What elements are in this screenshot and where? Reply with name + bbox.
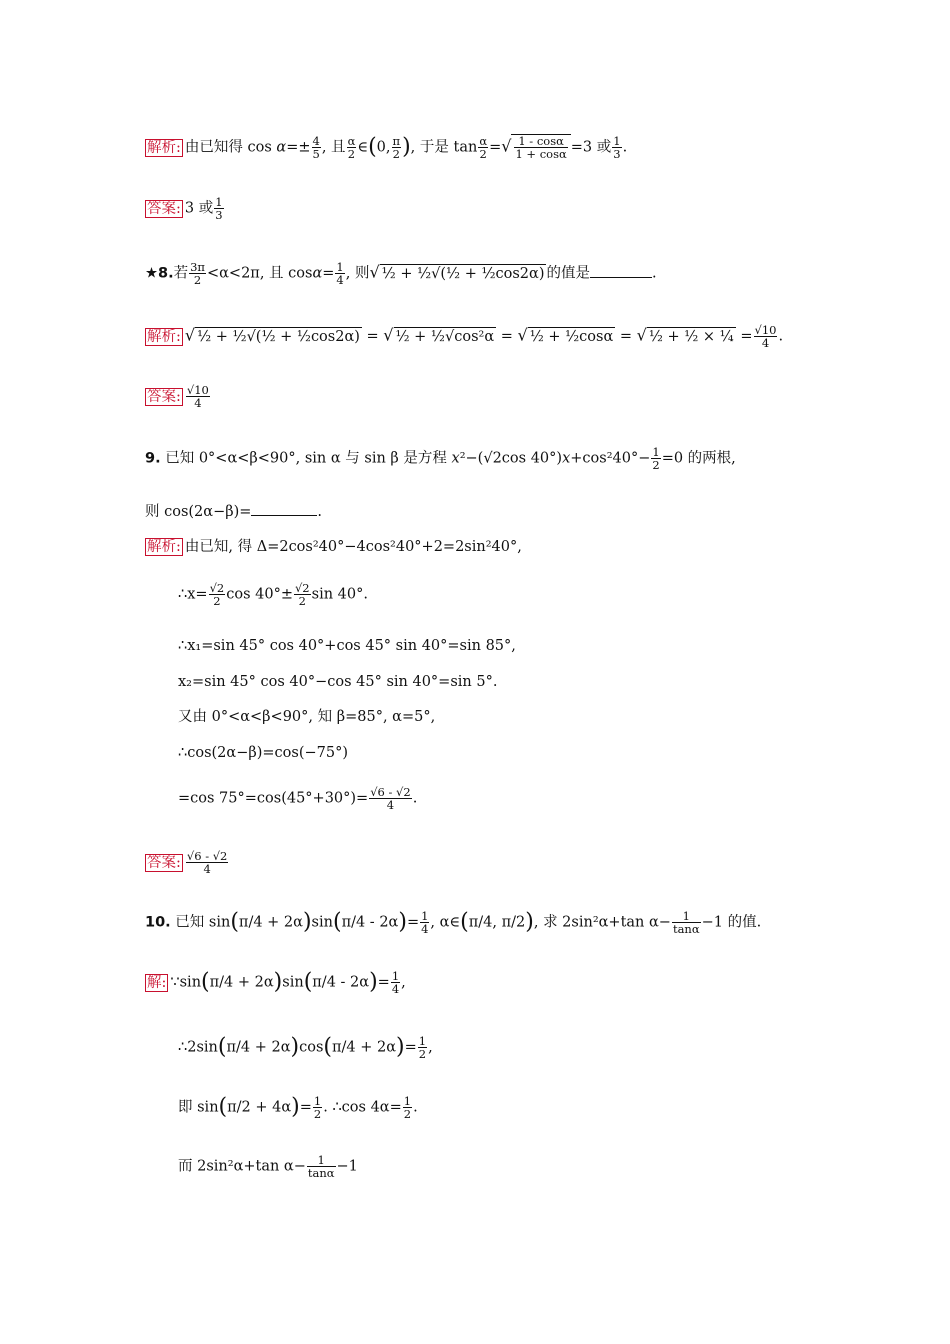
- p7-answer-line: 答案: 3 或 $\frac{1}{3}$: [147, 195, 223, 222]
- fraction: $\frac{\alpha}{2}$: [479, 134, 488, 161]
- fraction: $\frac{1}{2}$: [652, 445, 660, 472]
- fraction: $\frac{1 - \cos\alpha}{1 + \cos\alpha}$: [515, 134, 567, 161]
- fraction: $\frac{4}{5}$: [312, 134, 320, 161]
- answer-label: 答案:: [147, 388, 181, 405]
- fraction: $\frac{1}{3}$: [215, 195, 223, 222]
- solution-label: 解析:: [147, 139, 181, 156]
- fraction: $\frac{\pi}{2}$: [392, 134, 401, 161]
- p9-solution-line-4: x₂=sin 45° cos 40°−cos 45° sin 40°=sin 5°.: [178, 674, 498, 690]
- solution-label: 解析:: [147, 328, 181, 345]
- answer-label: 答案:: [147, 854, 181, 871]
- p9-answer-line: [145, 850, 229, 875]
- fraction: $\frac{1}{3}$: [613, 134, 621, 161]
- p9-solution-line-5: 又由 0°<α<β<90°, 知 β=85°, α=5°,: [178, 709, 436, 725]
- fraction: $\frac{√2}{2}$: [294, 581, 310, 608]
- answer-blank: [590, 267, 652, 278]
- solution-label: 解析:: [147, 539, 181, 555]
- fraction: $\frac{√6 - √2}{4}$: [370, 785, 411, 812]
- fraction: $\frac{1}{\tan\alpha}$: [307, 1153, 335, 1180]
- p10-solution-line-1: 解: ∵sin(π/4 + 2α)sin(π/4 - 2α)= $\frac{1}{4}$ ,: [147, 969, 406, 996]
- p9-solution-line-6: ∴cos(2α−β)=cos(−75°): [178, 745, 348, 761]
- p9-question-line-1: 9. 已知 0°<α<β<90°, sin α 与 sin β 是方程 x²−(√2cos 40°)x+cos²40°− $\frac{1}{2}$ =0 的两根,: [145, 445, 736, 472]
- fraction: $\frac{√10}{4}$: [186, 383, 209, 410]
- p9-solution-line-1: 解析: 由已知, 得 Δ=2cos²40°−4cos²40°+2=2sin²40°,: [147, 539, 522, 555]
- nested-radical: ½ + ½√(½ + ½cos2α): [381, 265, 545, 282]
- question-number: 10.: [145, 914, 171, 931]
- answer-blank: [251, 505, 317, 516]
- fraction: $\frac{1}{4}$: [421, 909, 429, 936]
- fraction: $\frac{√6 - √2}{4}$: [186, 849, 228, 876]
- answer-label: 答案:: [147, 200, 181, 217]
- p9-question-line-2: 则 cos(2α−β)= .: [145, 504, 323, 520]
- fraction: $\frac{1}{2}$: [418, 1034, 427, 1061]
- fraction: $\frac{√10}{4}$: [754, 323, 777, 350]
- p10-solution-line-4: 而 2sin²α+tan α− $\frac{1}{\tan\alpha}$ −1: [178, 1153, 358, 1180]
- solution-label: 解:: [147, 974, 167, 991]
- fraction: $\frac{1}{4}$: [336, 260, 344, 287]
- p10-solution-line-2: ∴2sin(π/4 + 2α)cos(π/4 + 2α)= $\frac{1}{2}$ ,: [178, 1034, 433, 1061]
- fraction: $\frac{\alpha}{2}$: [347, 134, 356, 161]
- p8-solution-line: 解析: √ ½ + ½√(½ + ½cos2α) = √ ½ + ½√cos²α = √ ½ + ½cosα = √ ½ + ½ × ¼ = $\frac{√10}{4}$ .: [147, 323, 784, 350]
- p10-question-line: 10. 已知 sin(π/4 + 2α)sin(π/4 - 2α)= $\frac{1}{4}$ , α∈(π/4, π/2), 求 2sin²α+tan α− $\frac{1}{\tan\alpha}$ −1 的值.: [145, 909, 762, 936]
- p7-solution-line: 解析: 由已知得 cos α=± $\frac{4}{5}$ , 且 $\frac{\alpha}{2}$ ∈(0, $\frac{\pi}{2}$ ), 于是 tan $\frac{\alpha}{2}$ =√ $\frac{1 - \cos\alpha}{1 + \cos\alpha}$ =3 或 $\frac{1}{3}$ .: [147, 134, 628, 161]
- p8-question-line: ★8.若 $\frac{3\pi}{2}$ <α<2π, 且 cosα= $\frac{1}{4}$ , 则√ ½ + ½√(½ + ½cos2α) 的值是 .: [145, 260, 657, 287]
- fraction: $\frac{1}{\tan\alpha}$: [672, 909, 700, 936]
- fraction: $\frac{1}{2}$: [403, 1094, 412, 1121]
- fraction: $\frac{1}{2}$: [313, 1094, 322, 1121]
- p8-answer-line: [145, 384, 211, 409]
- fraction: $\frac{√2}{2}$: [209, 581, 225, 608]
- p9-solution-line-7: =cos 75°=cos(45°+30°)= $\frac{√6 - √2}{4}$ .: [178, 785, 418, 812]
- p10-solution-line-3: 即 sin(π/2 + 4α)= $\frac{1}{2}$ . ∴cos 4α= $\frac{1}{2}$ .: [178, 1094, 418, 1121]
- p9-solution-line-3: ∴x₁=sin 45° cos 40°+cos 45° sin 40°=sin 85°,: [178, 638, 516, 654]
- question-number: 9.: [145, 450, 161, 467]
- fraction: $\frac{3\pi}{2}$: [190, 260, 205, 287]
- p9-solution-line-2: ∴x= $\frac{√2}{2}$ cos 40°± $\frac{√2}{2}$ sin 40°.: [178, 581, 368, 608]
- question-number: ★8.: [145, 265, 174, 282]
- fraction: $\frac{1}{4}$: [391, 969, 400, 996]
